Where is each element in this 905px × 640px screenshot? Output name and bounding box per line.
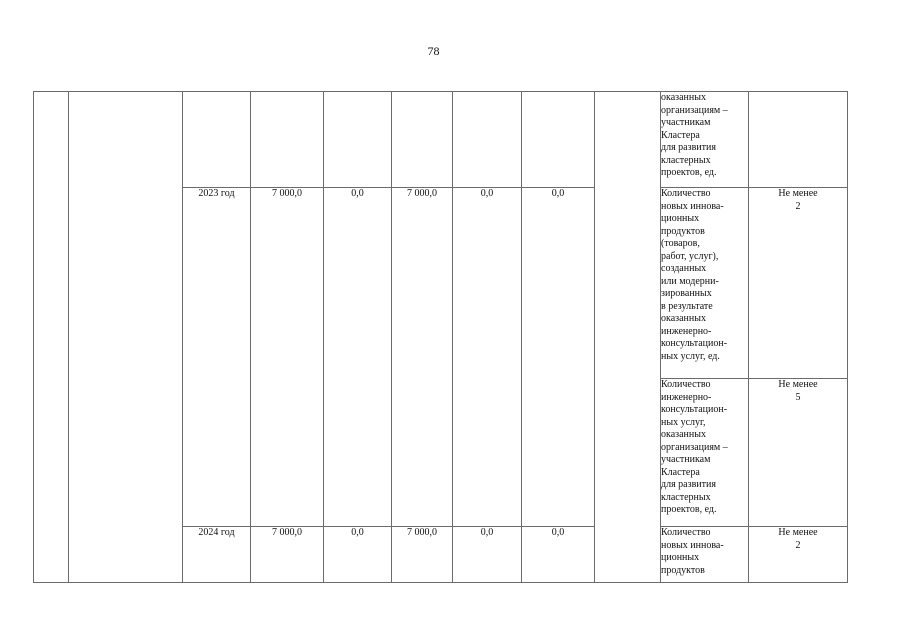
page-number: 78 (427, 44, 440, 58)
value-cell: 0,0 (453, 188, 522, 527)
total-cell: 7 000,0 (251, 527, 324, 583)
year-cell: 2023 год (183, 188, 251, 527)
value-cell: 7 000,0 (392, 527, 453, 583)
value-cell (522, 92, 595, 188)
budget-table (33, 91, 848, 583)
indicator-cell: оказанных организациям – участникам Кластера для развития кластерных проектов, ед. (661, 92, 749, 188)
indicator-cell: Количество новых иннова- ционных продуктов (товаров, работ, услуг), созданных или модерни- зированных в результате оказанных инженерно- консультацион- ных услуг, ед. (661, 188, 749, 379)
value-cell (392, 92, 453, 188)
value-cell: 0,0 (453, 527, 522, 583)
year-cell: 2024 год (183, 527, 251, 583)
total-cell (251, 92, 324, 188)
value-cell: 0,0 (324, 527, 392, 583)
value-cell: 0,0 (522, 527, 595, 583)
target-value-cell: Не менее 2 (749, 188, 848, 379)
target-value-cell: Не менее 2 (749, 527, 848, 583)
target-value-cell: Не менее 5 (749, 379, 848, 527)
target-value-cell (749, 92, 848, 188)
value-cell (453, 92, 522, 188)
year-cell (183, 92, 251, 188)
number-cell (34, 92, 69, 583)
indicator-cell: Количество новых иннова- ционных продуктов (661, 527, 749, 583)
value-cell: 0,0 (324, 188, 392, 527)
table-row (34, 92, 848, 188)
indicator-cell: Количество инженерно- консультацион- ных услуг, оказанных организациям – участникам Кластера для развития кластерных проектов, ед. (661, 379, 749, 527)
value-cell (324, 92, 392, 188)
value-cell: 0,0 (522, 188, 595, 527)
value-cell: 7 000,0 (392, 188, 453, 527)
event-name-cell (69, 92, 183, 583)
executor-cell (595, 92, 661, 583)
total-cell: 7 000,0 (251, 188, 324, 527)
